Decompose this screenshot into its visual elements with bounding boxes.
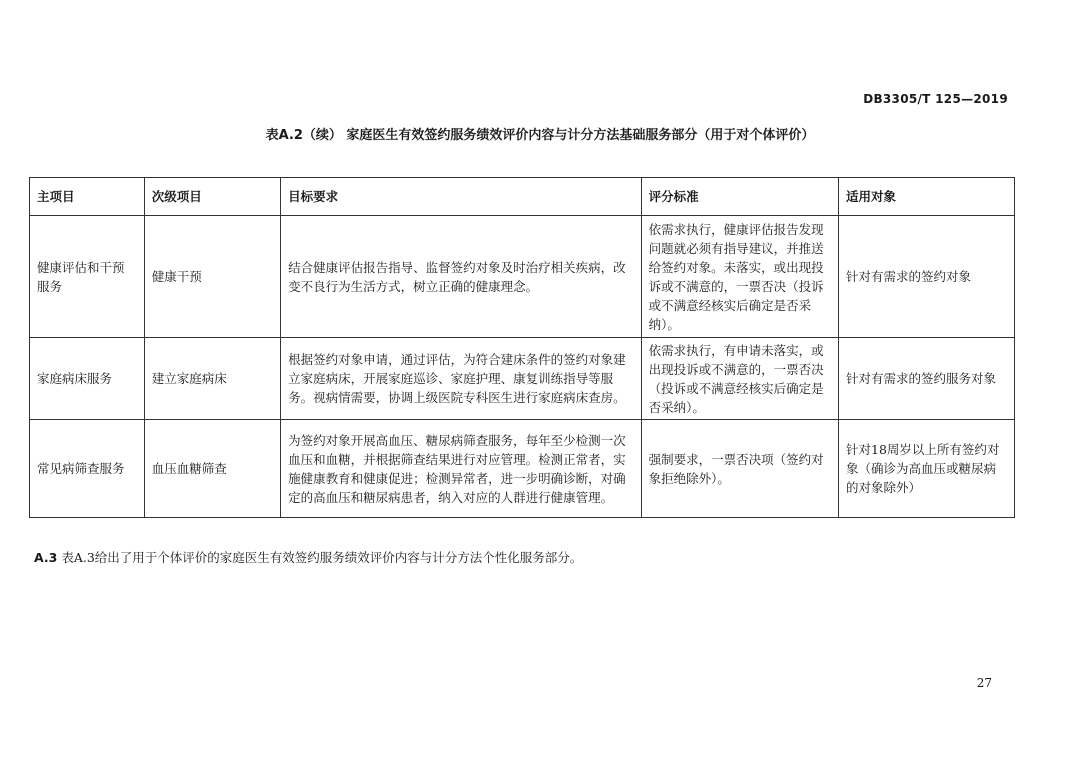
column-header-sub-item: 次级项目 [144,178,280,216]
document-code: DB3305/T 125—2019 [863,92,1008,106]
cell-target: 为签约对象开展高血压、糖尿病筛查服务，每年至少检测一次血压和血糖，并根据筛查结果进行对应管理。检测正常者，实施健康教育和健康促进；检测异常者，进一步明确诊断，对确定的高血压和糖尿病患者，纳入对应的人群进行健康管理。 [281,420,642,518]
cell-main-item: 家庭病床服务 [30,338,145,420]
evaluation-table [29,177,1015,518]
column-header-target: 目标要求 [281,178,642,216]
cell-applicable: 针对有需求的签约服务对象 [839,338,1015,420]
table-row [30,420,1015,518]
table-row [30,216,1015,338]
cell-sub-item: 健康干预 [144,216,280,338]
cell-target: 结合健康评估报告指导、监督签约对象及时治疗相关疾病，改变不良行为生活方式，树立正确的健康理念。 [281,216,642,338]
column-header-applicable: 适用对象 [839,178,1015,216]
cell-scoring: 强制要求，一票否决项（签约对象拒绝除外）。 [641,420,838,518]
cell-main-item: 常见病筛查服务 [30,420,145,518]
section-note-text: 表A.3给出了用于个体评价的家庭医生有效签约服务绩效评价内容与计分方法个性化服务部分。 [61,550,583,565]
cell-applicable: 针对有需求的签约对象 [839,216,1015,338]
table-title: 表A.2（续） 家庭医生有效签约服务绩效评价内容与计分方法基础服务部分（用于对个体评价） [265,128,815,143]
column-header-main-item: 主项目 [30,178,145,216]
cell-sub-item: 建立家庭病床 [144,338,280,420]
page-number: 27 [976,676,992,690]
cell-sub-item: 血压血糖筛查 [144,420,280,518]
cell-applicable: 针对18周岁以上所有签约对象（确诊为高血压或糖尿病的对象除外） [839,420,1015,518]
section-note [34,548,582,566]
cell-main-item: 健康评估和干预服务 [30,216,145,338]
cell-scoring: 依需求执行，有申请未落实，或出现投诉或不满意的，一票否决（投诉或不满意经核实后确定是否采纳）。 [641,338,838,420]
section-number: A.3 [34,550,58,565]
cell-scoring: 依需求执行，健康评估报告发现问题就必须有指导建议，并推送给签约对象。未落实，或出现投诉或不满意的，一票否决（投诉或不满意经核实后确定是否采纳）。 [641,216,838,338]
table-header-row [30,178,1015,216]
column-header-scoring: 评分标准 [641,178,838,216]
cell-target: 根据签约对象申请，通过评估，为符合建床条件的签约对象建立家庭病床，开展家庭巡诊、家庭护理、康复训练指导等服务。视病情需要，协调上级医院专科医生进行家庭病床查房。 [281,338,642,420]
table-row [30,338,1015,420]
